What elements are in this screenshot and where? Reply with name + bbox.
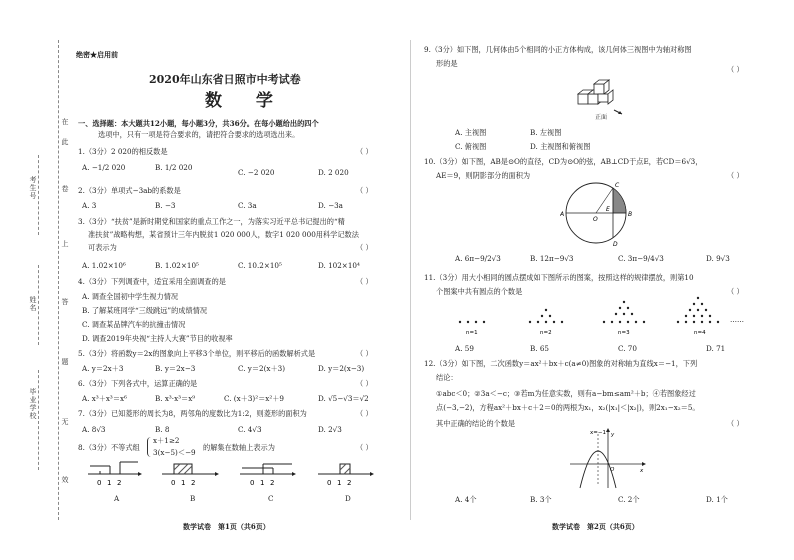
q8-answer-paren: （ ） — [356, 443, 373, 452]
q10-option-c: C. 3π−9/4√3 — [618, 254, 664, 263]
q8-number-line-a — [88, 462, 142, 487]
q12-x-label: x — [640, 468, 644, 474]
q11-option-d: D. 71 — [706, 344, 726, 353]
q3-line2: 准扶贫”战略构想，某省预计三年内脱贫1 020 000人，数字1 020 000用科学记数法 — [88, 230, 359, 239]
q5-answer-paren: （ ） — [356, 349, 373, 358]
q1-answer-paren: （ ） — [356, 147, 373, 156]
q5-option-a: A. y＝2x＋3 — [82, 364, 124, 373]
field-school-label: 毕业学校 — [29, 388, 37, 420]
q5-option-b: B. y＝2x−3 — [155, 364, 196, 373]
field-name-label: 姓名 — [29, 296, 37, 312]
q7-stem: 7.（3分）已知菱形的周长为8，两邻角的度数比为1:2，则菱形的面积为 — [78, 409, 307, 418]
svg-text:0: 0 — [171, 479, 176, 487]
q8-label-a: A — [114, 494, 120, 503]
q8-number-line-b — [162, 464, 219, 487]
svg-text:0: 0 — [97, 479, 102, 487]
q4-stem: 4.（3分）下列调查中，适宜采用全面调查的是 — [78, 277, 226, 286]
q2-answer-paren: （ ） — [356, 186, 373, 195]
q4-answer-paren: （ ） — [356, 277, 373, 286]
q8-brace — [147, 437, 152, 457]
q7-option-a: A. 8√3 — [82, 425, 106, 434]
page-divider — [410, 40, 411, 520]
binding-line — [58, 40, 59, 520]
q12-line3: ①abc＜0；②3a＜−c；③若m为任意实数，则有a−bm≤am²＋b；④若图象经过 — [436, 389, 696, 398]
svg-text:1: 1 — [107, 479, 112, 487]
q10-point-c: C — [615, 182, 620, 189]
q9-front-label: 正面 — [595, 114, 608, 121]
q2-option-c: C. 3a — [238, 201, 257, 210]
q12-origin-label: O — [610, 467, 615, 473]
section-heading-cont: 选项中，只有一项是符合要求的，请把符合要求的选项选出来。 — [98, 130, 300, 139]
q12-answer-paren: （ ） — [727, 419, 744, 428]
q8-ineq-1: x＋1≥2 — [153, 436, 180, 445]
binding-char: 效 — [61, 476, 69, 484]
q11-option-c: C. 70 — [618, 344, 637, 353]
exam-title: 2020年山东省日照市中考试卷 — [149, 73, 301, 86]
svg-text:1: 1 — [181, 479, 186, 487]
q4-option-b: B. 了解某班同学“三级跳远”的成绩情况 — [82, 306, 208, 315]
q3-option-a: A. 1.02×10⁶ — [82, 261, 126, 270]
q10-point-d: D — [613, 241, 618, 248]
q9-line1: 9.（3分）如下图，几何体由5个相同的小正方体构成，该几何体三视图中为轴对称图 — [424, 45, 692, 54]
footer-left: 数学试卷 第1页（共6页） — [183, 522, 270, 531]
q3-line1: 3.（3分）“扶贫”是新时期党和国家的重点工作之一，为落实习近平总书记提出的“精 — [78, 217, 345, 226]
q4-option-a: A. 调查全国初中学生视力情况 — [82, 292, 179, 301]
q4-option-c: C. 调查某品牌汽车的抗撞击情况 — [82, 320, 186, 329]
q2-option-a: A. 3 — [82, 201, 97, 210]
svg-text:0: 0 — [250, 479, 255, 487]
q10-answer-paren: （ ） — [727, 171, 744, 180]
binding-char: 上 — [61, 240, 69, 248]
q5-option-d: D. y＝2(x−3) — [318, 364, 365, 373]
q11-pattern-1 — [459, 321, 485, 323]
q5-option-c: C. y＝2(x＋3) — [238, 364, 286, 373]
q12-line1: 12.（3分）如下图，二次函数y＝ax²＋bx＋c(a≠0)图象的对称轴为直线x＝−1，下列 — [424, 359, 698, 368]
q3-option-d: D. 102×10⁴ — [318, 261, 360, 270]
q6-stem: 6.（3分）下列各式中，运算正确的是 — [78, 379, 198, 388]
q11-caption-2: n=2 — [540, 330, 552, 336]
q11-pattern-2 — [529, 309, 563, 323]
svg-text:2: 2 — [270, 479, 275, 487]
q8-number-line-d — [318, 464, 374, 487]
q9-option-d: D. 主视图和俯视图 — [530, 142, 591, 151]
q10-point-o: O — [593, 216, 598, 223]
q7-option-c: C. 4√3 — [238, 425, 262, 434]
footer-right: 数学试卷 第2页（共6页） — [552, 522, 639, 531]
q11-pattern-3 — [603, 301, 645, 323]
q11-answer-paren: （ ） — [727, 287, 744, 296]
svg-text:2: 2 — [347, 479, 352, 487]
q11-caption-1: n=1 — [466, 330, 478, 336]
q2-option-d: D. −3a — [318, 201, 343, 210]
q12-option-a: A. 4个 — [455, 495, 477, 504]
q9-option-b: B. 左视图 — [530, 128, 562, 137]
q11-line1: 11.（3分）用大小相同的圆点摆成如下图所示的图案，按照这样的规律摆放，则第10 — [424, 273, 694, 282]
q11-caption-4: n=4 — [694, 330, 706, 336]
svg-text:2: 2 — [191, 479, 196, 487]
q7-option-b: B. 8 — [155, 425, 170, 434]
q1-option-a: A. −1/2 020 — [82, 163, 126, 172]
field-line — [38, 265, 39, 345]
q2-stem: 2.（3分）单项式−3ab的系数是 — [78, 186, 181, 195]
q12-option-d: D. 1个 — [706, 495, 728, 504]
q7-answer-paren: （ ） — [356, 409, 373, 418]
q8-label-c: C — [268, 494, 274, 503]
q12-line2: 结论： — [436, 373, 458, 382]
q9-option-a: A. 主视图 — [455, 128, 487, 137]
q3-answer-paren: （ ） — [356, 243, 373, 252]
q10-circle-figure — [560, 180, 640, 250]
q9-line2: 形的是 — [436, 59, 458, 68]
q8-number-lines — [80, 460, 380, 494]
q8-label-d: D — [345, 494, 351, 503]
q12-axis-label: x=−1 — [590, 430, 606, 436]
q6-option-c: C. (x＋3)²＝x²＋9 — [224, 394, 284, 403]
q8-stem: 8.（3分）不等式组 — [78, 443, 140, 452]
binding-char: 卷 — [61, 185, 69, 193]
q9-answer-paren: （ ） — [727, 65, 744, 74]
q1-option-d: D. 2 020 — [318, 168, 349, 177]
q10-option-d: D. 9√3 — [706, 254, 730, 263]
svg-text:2: 2 — [117, 479, 122, 487]
svg-text:0: 0 — [327, 479, 332, 487]
q3-line3: 可表示为 — [88, 243, 117, 252]
field-line — [38, 370, 39, 470]
binding-char: 在 — [61, 118, 69, 126]
q11-pattern-4 — [677, 297, 719, 323]
q7-option-d: D. 2√3 — [318, 425, 342, 434]
q11-dot-patterns — [448, 296, 758, 336]
q10-point-b: B — [628, 211, 633, 218]
q10-option-b: B. 12π−9√3 — [530, 254, 574, 263]
q12-line5: 其中正确的结论的个数是 — [436, 419, 516, 428]
q12-line4: 点(−3,−2)，方程ax²＋bx＋c＋2＝0的两根为x₁，x₂(|x₁|＜|x₂|)，则2x₁−x₂＝5。 — [436, 403, 700, 412]
q10-option-a: A. 6π−9/2√3 — [455, 254, 501, 263]
q12-y-label: y — [611, 432, 615, 438]
q6-option-b: B. x³·x³＝x⁹ — [155, 394, 196, 403]
q2-option-b: B. −3 — [155, 201, 176, 210]
q11-option-b: B. 65 — [530, 344, 549, 353]
q12-option-c: C. 2个 — [618, 495, 640, 504]
svg-text:1: 1 — [260, 479, 265, 487]
q8-tail: 的解集在数轴上表示为 — [203, 443, 275, 452]
binding-char: 题 — [61, 358, 69, 366]
q12-parabola-figure — [566, 428, 646, 490]
q8-ineq-2: 3(x−5)＜−9 — [153, 448, 196, 457]
q8-number-line-c — [240, 464, 296, 487]
q6-option-d: D. √5−√3＝√2 — [318, 394, 369, 403]
q11-caption-3: n=3 — [618, 330, 630, 336]
section-heading: 一、选择题：本大题共12小题，每小题3分，共36分。在每小题给出的四个 — [78, 119, 319, 128]
q6-option-a: A. x³＋x³＝x⁶ — [82, 394, 127, 403]
q1-option-c: C. −2 020 — [238, 168, 275, 177]
field-line — [38, 155, 39, 235]
q10-point-e: E — [606, 206, 610, 213]
q11-ellipsis: …… — [730, 316, 744, 324]
svg-text:1: 1 — [337, 479, 342, 487]
q10-point-a: A — [560, 211, 565, 218]
q3-option-c: C. 10.2×10⁵ — [238, 261, 282, 270]
q10-line1: 10.（3分）如下图，AB是⊙O的直径，CD为⊙O的弦，AB⊥CD于点E，若CD＝6√3， — [424, 157, 703, 166]
q11-option-a: A. 59 — [455, 344, 474, 353]
q10-line2: AE＝9，则阴影部分的面积为 — [436, 171, 531, 180]
q4-option-d: D. 调查2019年央视“主持人大赛”节目的收视率 — [82, 334, 233, 343]
binding-char: 此 — [61, 138, 69, 146]
q3-option-b: B. 1.02×10⁵ — [155, 261, 199, 270]
q5-stem: 5.（3分）将函数y＝2x的图象向上平移3个单位，则平移后的函数解析式是 — [78, 349, 316, 358]
binding-char: 无 — [61, 418, 69, 426]
q1-stem: 1.（3分）2 020的相反数是 — [78, 147, 168, 156]
confidential-mark: 绝密★启用前 — [76, 50, 118, 59]
subject-title: 数 学 — [205, 91, 287, 111]
q11-line2: 个图案中共有圆点的个数是 — [436, 287, 523, 296]
q8-label-b: B — [190, 494, 196, 503]
q1-option-b: B. 1/2 020 — [155, 163, 193, 172]
q9-option-c: C. 俯视图 — [455, 142, 487, 151]
field-student-id-label: 考生号 — [29, 176, 37, 200]
q12-option-b: B. 3个 — [530, 495, 552, 504]
binding-char: 答 — [61, 298, 69, 306]
q6-answer-paren: （ ） — [356, 379, 373, 388]
